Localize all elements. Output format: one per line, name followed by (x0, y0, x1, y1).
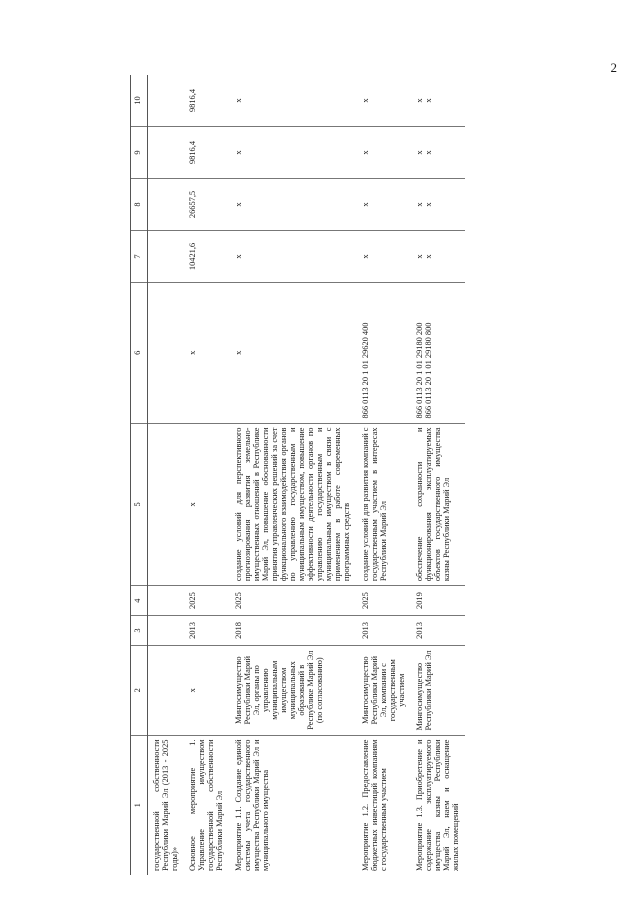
table-row-measure-1-1 (230, 75, 357, 875)
column-header-7: 7 (131, 231, 148, 283)
start-year: 2013 (184, 616, 229, 646)
value-col-7: х (230, 231, 357, 283)
value-col-10 (411, 75, 465, 127)
table-row-program-title (148, 75, 185, 875)
column-header-4: 4 (131, 586, 148, 616)
value-line: х (424, 150, 434, 155)
value-col-10: 9816,4 (184, 75, 229, 127)
column-header-6: 6 (131, 283, 148, 424)
value-line: х (424, 202, 434, 207)
executor: Мингосимущество Республики Марий Эл, компании с государственным участием (357, 645, 411, 735)
row-name: Мероприятие 1.2. Предоставление бюджетных инвестиций компаниям с государственным участием (360, 739, 388, 871)
table-row-measure-1-2 (357, 75, 411, 875)
table-header-row (131, 75, 148, 875)
value-col-8 (411, 179, 465, 231)
value-col-7: 10421,6 (184, 231, 229, 283)
value-col-9: 9816,4 (184, 127, 229, 179)
value-col-9 (148, 127, 185, 179)
value-col-8 (148, 179, 185, 231)
value-col-9 (411, 127, 465, 179)
table-row-main-measure-1 (184, 75, 229, 875)
value-line: х (414, 150, 424, 155)
executor: х (184, 645, 229, 735)
end-year (148, 586, 185, 616)
budget-code: х (230, 283, 357, 424)
end-year: 2025 (357, 586, 411, 616)
row-name: Мероприятие 1.3. Приобретение и содержание эксплуатируемого имущества казны Республики Марий Эл, наем и оснащение жилых помещений (414, 739, 461, 871)
column-header-2: 2 (131, 645, 148, 735)
value-col-8: х (357, 179, 411, 231)
start-year: 2018 (230, 616, 357, 646)
executor (148, 645, 185, 735)
row-name: Мероприятие 1.1. Создание единой системы учета государственного имущества Республики Марий Эл и муниципального имущества (233, 739, 270, 871)
end-year: 2025 (230, 586, 357, 616)
budget-code-line: 866 0113 20 1 01 29180 200 (414, 322, 424, 419)
rotated-table-container (130, 75, 520, 875)
budget-code (148, 283, 185, 424)
value-line: х (414, 254, 424, 259)
budget-code-line: 866 0113 20 1 01 29180 800 (424, 322, 434, 419)
expected-result: создание условий для развития компаний с государственным участием в интересах Республики Марий Эл (357, 423, 411, 586)
start-year (148, 616, 185, 646)
executor: Мингосимущество Республики Марий Эл, органы по управлению муниципальным имуществом муниципальных образований в Республике Марий Эл (по согласованию) (230, 645, 357, 735)
value-line: х (414, 202, 424, 207)
budget-code: х (184, 283, 229, 424)
value-col-10: х (230, 75, 357, 127)
start-year: 2013 (411, 616, 465, 646)
value-col-7: х (357, 231, 411, 283)
column-header-10: 10 (131, 75, 148, 127)
value-col-9: х (230, 127, 357, 179)
start-year: 2013 (357, 616, 411, 646)
column-header-3: 3 (131, 616, 148, 646)
column-header-8: 8 (131, 179, 148, 231)
column-header-5: 5 (131, 423, 148, 586)
row-name: Основное мероприятие 1. Управление имуществом государственной собственности Республики Марий Эл (188, 739, 225, 871)
row-name: государственной собственности Республики Марий Эл (2013 - 2025 годы)» (152, 739, 180, 871)
column-header-9: 9 (131, 127, 148, 179)
value-col-7 (411, 231, 465, 283)
expected-result: обеспечение сохранности и функционирования эксплуатируемых объектов государственного имущества казны Республики Марий Эл (411, 423, 465, 586)
value-col-8: 26657,5 (184, 179, 229, 231)
value-line: х (424, 98, 434, 103)
value-col-7 (148, 231, 185, 283)
budget-code (411, 283, 465, 424)
page-number: 2 (610, 60, 617, 75)
end-year: 2019 (411, 586, 465, 616)
expected-result: х (184, 423, 229, 586)
value-col-10 (148, 75, 185, 127)
expected-result: создание условий для перспективного прогнозирования развития земельно-имущественных отношений в Республике Марий Эл, повышение обоснованности принятия управленческих решений за счет функционального взаимодействия органов по управлению государственным и муниципальным имуществом, повышение эффективности деятельности органов по управлению государственным и муниципальным имуществом в связи с применением в работе современных программных средств (230, 423, 357, 586)
executor: Мингосимущество Республики Марий Эл (411, 645, 465, 735)
value-col-9: х (357, 127, 411, 179)
value-col-10: х (357, 75, 411, 127)
end-year: 2025 (184, 586, 229, 616)
value-line: х (424, 254, 434, 259)
column-header-1: 1 (131, 735, 148, 875)
table-row-measure-1-3 (411, 75, 465, 875)
expected-result (148, 423, 185, 586)
budget-code: 866 0113 20 1 01 29620 400 (357, 283, 411, 424)
measures-table (130, 75, 465, 875)
value-line: х (414, 98, 424, 103)
value-col-8: х (230, 179, 357, 231)
